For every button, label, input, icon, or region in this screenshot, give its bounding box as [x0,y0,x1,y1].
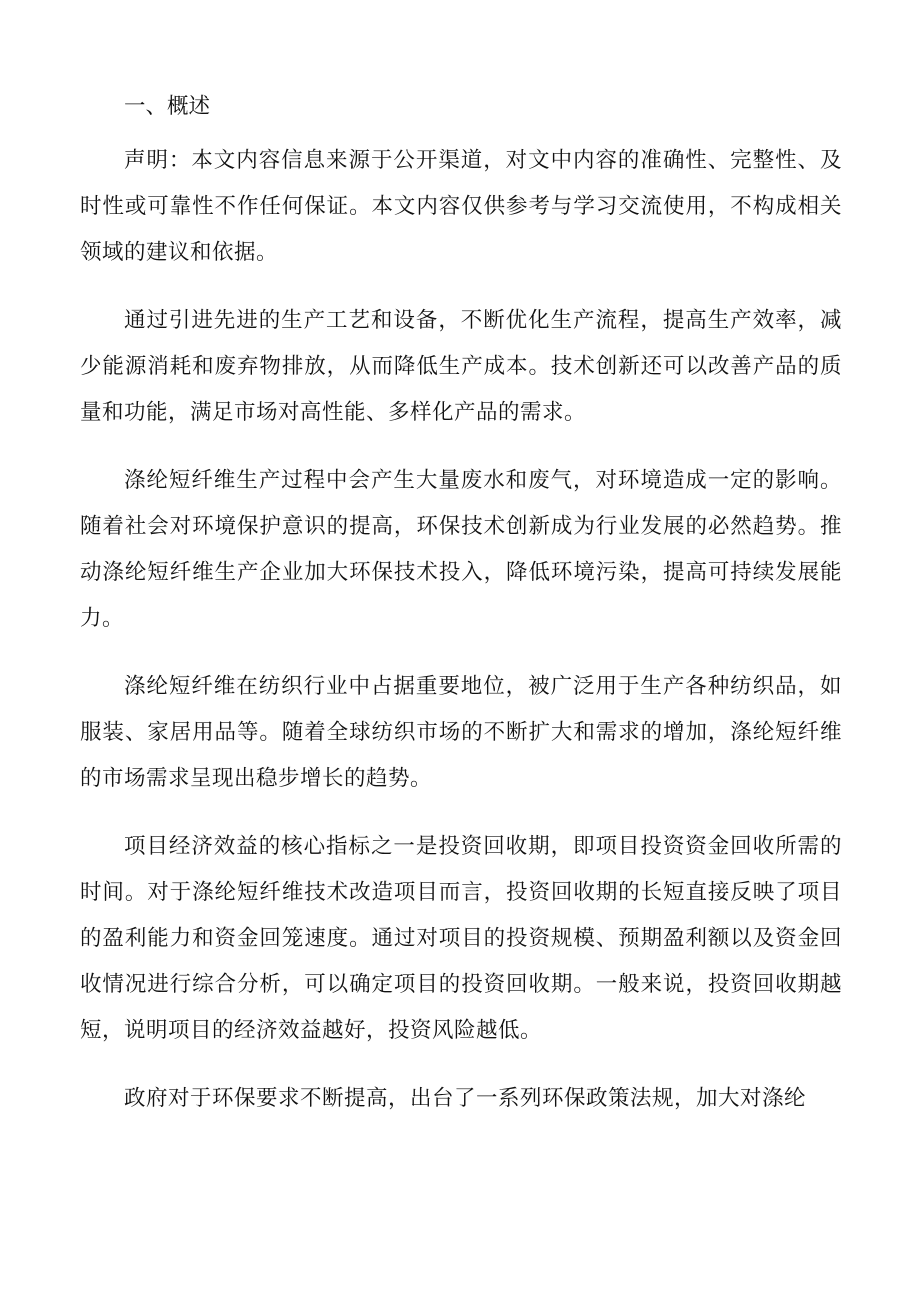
section-heading: 一、概述 [124,94,211,119]
body-paragraph: 通过引进先进的生产工艺和设备，不断优化生产流程，提高生产效率，减少能源消耗和废弃物排放，从而降低生产成本。技术创新还可以改善产品的质量和功能，满足市场对高性能、多样化产品的需求。 [80,308,842,425]
disclaimer-paragraph: 声明：本文内容信息来源于公开渠道，对文中内容的准确性、完整性、及时性或可靠性不作任何保证。本文内容仅供参考与学习交流使用，不构成相关领域的建议和依据。 [80,148,842,265]
body-paragraph: 项目经济效益的核心指标之一是投资回收期，即项目投资资金回收所需的时间。对于涤纶短纤维技术改造项目而言，投资回收期的长短直接反映了项目的盈利能力和资金回笼速度。通过对项目的投资规模、预期盈利额以及资金回收情况进行综合分析，可以确定项目的投资回收期。一般来说，投资回收期越短，说明项目的经济效益越好，投资风险越低。 [80,834,842,1043]
document-body [80,84,842,1122]
body-paragraph: 政府对于环保要求不断提高，出台了一系列环保政策法规，加大对涤纶 [124,1086,807,1111]
body-paragraph: 涤纶短纤维在纺织行业中占据重要地位，被广泛用于生产各种纺织品，如服装、家居用品等。随着全球纺织市场的不断扩大和需求的增加，涤纶短纤维的市场需求呈现出稳步增长的趋势。 [80,674,842,791]
body-paragraph: 涤纶短纤维生产过程中会产生大量废水和废气，对环境造成一定的影响。随着社会对环境保护意识的提高，环保技术创新成为行业发展的必然趋势。推动涤纶短纤维生产企业加大环保技术投入，降低环境污染，提高可持续发展能力。 [80,468,842,631]
